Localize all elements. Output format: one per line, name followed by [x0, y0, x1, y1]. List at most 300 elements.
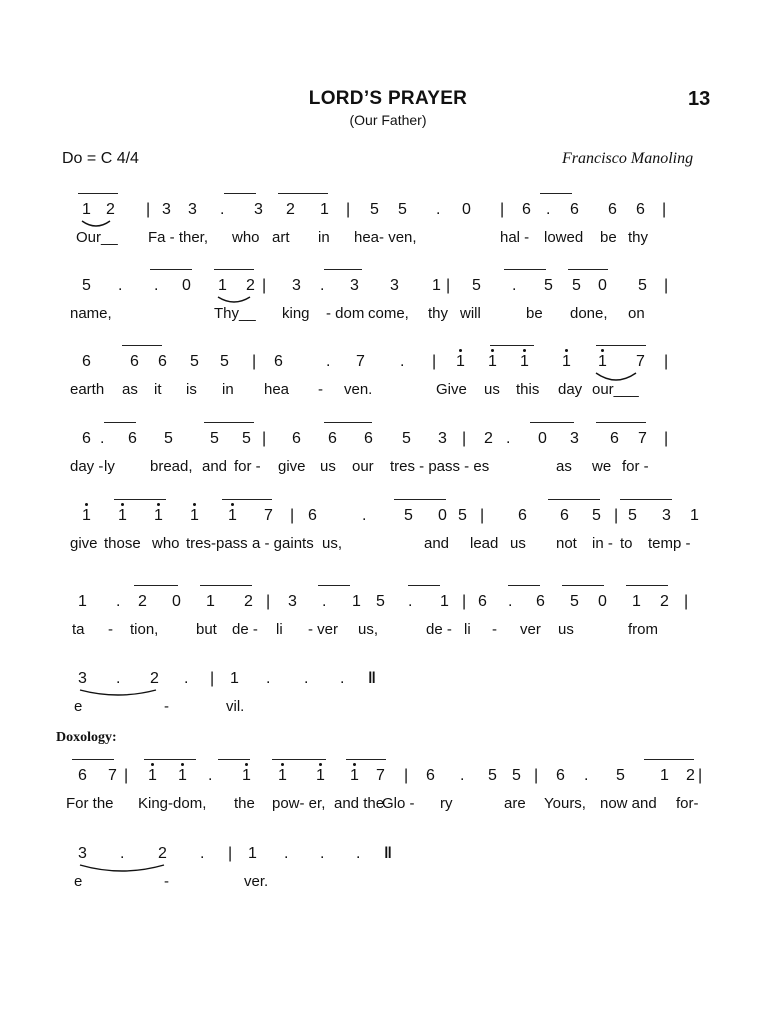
lyric-syllable: -	[164, 698, 169, 715]
note: 2	[686, 767, 695, 784]
note: .	[584, 767, 589, 784]
bar-line: |	[346, 201, 351, 218]
note: 6	[560, 507, 569, 524]
note: 1	[660, 767, 669, 784]
note: 1	[598, 353, 607, 370]
lyric-syllable: de -	[426, 621, 452, 638]
bar-line: |	[684, 593, 689, 610]
note: 3	[390, 277, 399, 294]
note: .	[320, 277, 325, 294]
note: 1	[456, 353, 465, 370]
lyric-syllable: our___	[592, 381, 639, 398]
note: 1	[632, 593, 641, 610]
note: 6	[570, 201, 579, 218]
octave-dot	[491, 349, 494, 352]
lyric-syllable: -	[492, 621, 497, 638]
bar-line: |	[534, 767, 539, 784]
note: 2	[138, 593, 147, 610]
lyric-syllable: this	[516, 381, 540, 398]
note: 1	[320, 201, 329, 218]
note: 7	[376, 767, 385, 784]
note: 0	[538, 430, 547, 447]
note: .	[118, 277, 123, 294]
slur-mark	[82, 221, 110, 226]
lyric-syllable: and	[424, 535, 450, 552]
lyric-syllable: Give	[436, 381, 467, 398]
composer-name: Francisco Manoling	[562, 150, 694, 167]
note: .	[184, 670, 189, 687]
lyric-syllable: ry	[440, 795, 453, 812]
note: 3	[350, 277, 359, 294]
octave-dot	[193, 503, 196, 506]
lyric-syllable: who	[152, 535, 180, 552]
note: 3	[162, 201, 171, 218]
note: 6	[536, 593, 545, 610]
note: 5	[190, 353, 199, 370]
note: 1	[218, 277, 227, 294]
beam-line	[144, 759, 196, 760]
lyric-syllable: name,	[70, 305, 112, 322]
lyric-syllable: as	[556, 458, 572, 475]
note: .	[220, 201, 225, 218]
bar-line: |	[664, 430, 669, 447]
lyric-syllable: hea- ven,	[354, 229, 417, 246]
beam-line	[530, 422, 574, 423]
key-signature: Do = C 4/4	[62, 150, 139, 167]
bar-line: |	[262, 277, 267, 294]
note: 5	[458, 507, 467, 524]
beam-line	[548, 499, 600, 500]
lyric-syllable: Fa - ther,	[148, 229, 209, 246]
lyric-syllable: ta	[72, 621, 85, 638]
lyric-syllable: Glo -	[382, 795, 415, 812]
octave-dot	[85, 503, 88, 506]
beam-line	[150, 269, 192, 270]
note: .	[100, 430, 105, 447]
lyric-syllable: Our__	[76, 229, 118, 246]
note: 5	[512, 767, 521, 784]
note: 0	[598, 593, 607, 610]
beam-line	[644, 759, 694, 760]
song-subtitle: (Our Father)	[349, 112, 427, 128]
lyric-syllable: the	[234, 795, 255, 812]
lyric-syllable: temp -	[648, 535, 691, 552]
lyric-syllable: King-dom,	[138, 795, 207, 812]
beam-line	[224, 193, 256, 194]
note: 3	[438, 430, 447, 447]
lyric-syllable: -	[108, 621, 113, 638]
lyric-syllable: day -	[70, 458, 104, 475]
lyric-syllable: e	[74, 873, 83, 890]
lyric-syllable: now and	[600, 795, 657, 812]
note: 7	[636, 353, 645, 370]
note: .	[154, 277, 159, 294]
lyric-syllable: thy	[628, 229, 649, 246]
note: 1	[520, 353, 529, 370]
bar-line: ‖	[384, 845, 392, 862]
note: 5	[242, 430, 251, 447]
bar-line: |	[262, 430, 267, 447]
note: 2	[244, 593, 253, 610]
note: 2	[158, 845, 167, 862]
note: 1	[230, 670, 239, 687]
lyric-syllable: give	[70, 535, 98, 552]
lyric-syllable: - ver	[308, 621, 338, 638]
note: .	[284, 845, 289, 862]
note: .	[362, 507, 367, 524]
lyric-syllable: for -	[622, 458, 649, 475]
octave-dot	[319, 763, 322, 766]
lyric-syllable: and	[202, 458, 228, 475]
octave-dot	[121, 503, 124, 506]
bar-line: |	[664, 277, 669, 294]
beam-line	[272, 759, 326, 760]
octave-dot	[157, 503, 160, 506]
lyric-syllable: art	[272, 229, 290, 246]
note: 1	[248, 845, 257, 862]
lyric-syllable: tres - pass - es	[390, 458, 490, 475]
lyric-syllable: us	[320, 458, 336, 475]
beam-line	[218, 759, 250, 760]
lyric-syllable: us	[558, 621, 574, 638]
note: 6	[292, 430, 301, 447]
note: .	[460, 767, 465, 784]
note: 5	[616, 767, 625, 784]
note: 6	[364, 430, 373, 447]
note: .	[208, 767, 213, 784]
octave-dot	[281, 763, 284, 766]
beam-line	[568, 269, 608, 270]
note: 5	[544, 277, 553, 294]
octave-dot	[181, 763, 184, 766]
note: .	[512, 277, 517, 294]
lyric-syllable: tres-pass	[186, 535, 248, 552]
page-number: 13	[688, 88, 711, 110]
note: 6	[608, 201, 617, 218]
note: .	[304, 670, 309, 687]
note: 6	[130, 353, 139, 370]
note: 1	[82, 507, 91, 524]
note: .	[340, 670, 345, 687]
beam-line	[72, 759, 114, 760]
note: 1	[206, 593, 215, 610]
note: 3	[288, 593, 297, 610]
note: 6	[610, 430, 619, 447]
note: 0	[598, 277, 607, 294]
note: .	[508, 593, 513, 610]
note: .	[320, 845, 325, 862]
octave-dot	[601, 349, 604, 352]
lyric-syllable: for -	[234, 458, 261, 475]
octave-dot	[151, 763, 154, 766]
note: 5	[402, 430, 411, 447]
note: .	[436, 201, 441, 218]
beam-line	[408, 585, 440, 586]
note: 2	[286, 201, 295, 218]
note: 5	[82, 277, 91, 294]
lyric-syllable: -	[318, 381, 323, 398]
note: 2	[246, 277, 255, 294]
bar-line: |	[252, 353, 257, 370]
note: 7	[108, 767, 117, 784]
lyric-syllable: in -	[592, 535, 613, 552]
note: 5	[628, 507, 637, 524]
beam-line	[278, 193, 328, 194]
lyric-syllable: we	[592, 458, 612, 475]
lyric-syllable: done,	[570, 305, 608, 322]
lyric-syllable: on	[628, 305, 645, 322]
lyric-syllable: pow- er,	[272, 795, 326, 812]
lyric-syllable: For the	[66, 795, 114, 812]
note: 5	[220, 353, 229, 370]
note: 2	[484, 430, 493, 447]
note: 6	[128, 430, 137, 447]
beam-line	[490, 345, 534, 346]
lyric-syllable: Yours,	[544, 795, 586, 812]
lyric-syllable: those	[104, 535, 141, 552]
note: 6	[478, 593, 487, 610]
note: 1	[440, 593, 449, 610]
lyric-syllable: is	[186, 381, 197, 398]
beam-line	[78, 193, 118, 194]
note: 6	[518, 507, 527, 524]
lyric-syllable: us	[484, 381, 500, 398]
note: 5	[210, 430, 219, 447]
note: 1	[178, 767, 187, 784]
lyric-syllable: Thy__	[214, 305, 256, 322]
beam-line	[114, 499, 166, 500]
note: 1	[82, 201, 91, 218]
lyric-syllable: day	[558, 381, 583, 398]
note: 3	[662, 507, 671, 524]
bar-line: |	[210, 670, 215, 687]
slur-mark	[218, 297, 250, 302]
beam-line	[324, 422, 372, 423]
lyric-syllable: it	[154, 381, 162, 398]
beam-line	[504, 269, 546, 270]
note: 3	[78, 845, 87, 862]
lyric-syllable: bread,	[150, 458, 193, 475]
note: 5	[570, 593, 579, 610]
note: .	[322, 593, 327, 610]
lyric-syllable: are	[504, 795, 526, 812]
beam-line	[134, 585, 178, 586]
note: .	[356, 845, 361, 862]
lyric-syllable: ven.	[344, 381, 373, 398]
lyric-syllable: li	[276, 621, 283, 638]
beam-line	[540, 193, 572, 194]
note: 5	[472, 277, 481, 294]
bar-line: |	[614, 507, 619, 524]
beam-line	[596, 345, 646, 346]
note: 1	[488, 353, 497, 370]
lyric-syllable: not	[556, 535, 577, 552]
lyric-syllable: lead	[470, 535, 499, 552]
lyric-syllable: for-	[676, 795, 699, 812]
octave-dot	[523, 349, 526, 352]
slur-mark	[596, 373, 636, 380]
note: 6	[158, 353, 167, 370]
song-title: LORD’S PRAYER	[308, 88, 468, 109]
note: 3	[292, 277, 301, 294]
note: .	[116, 593, 121, 610]
bar-line: |	[462, 593, 467, 610]
note: 1	[562, 353, 571, 370]
lyric-syllable: to	[620, 535, 633, 552]
lyric-syllable: a - gaints	[252, 535, 314, 552]
note: 6	[82, 430, 91, 447]
lyric-syllable: - dom	[326, 305, 365, 322]
note: 6	[556, 767, 565, 784]
lyric-syllable: li	[464, 621, 471, 638]
lyric-syllable: and the	[334, 795, 385, 812]
beam-line	[626, 585, 668, 586]
beam-line	[508, 585, 540, 586]
note: 1	[278, 767, 287, 784]
note: .	[546, 201, 551, 218]
note: 5	[164, 430, 173, 447]
slur-mark	[80, 865, 164, 871]
note: 0	[182, 277, 191, 294]
lyric-syllable: but	[196, 621, 217, 638]
note: 6	[274, 353, 283, 370]
bar-line: |	[662, 201, 667, 218]
lyric-syllable: be	[600, 229, 617, 246]
note: .	[326, 353, 331, 370]
lyric-syllable: give	[278, 458, 306, 475]
bar-line: |	[266, 593, 271, 610]
beam-line	[222, 499, 272, 500]
beam-line	[104, 422, 136, 423]
bar-line: |	[146, 201, 151, 218]
lyric-syllable: as	[122, 381, 138, 398]
note: 6	[426, 767, 435, 784]
beam-line	[214, 269, 254, 270]
note: 1	[432, 277, 441, 294]
bar-line: |	[404, 767, 409, 784]
note: 2	[150, 670, 159, 687]
slur-mark	[80, 690, 156, 695]
note: 2	[660, 593, 669, 610]
note: 5	[638, 277, 647, 294]
beam-line	[324, 269, 362, 270]
lyric-syllable: in	[222, 381, 234, 398]
note: 5	[398, 201, 407, 218]
lyric-syllable: who	[232, 229, 260, 246]
lyric-syllable: thy	[428, 305, 449, 322]
note: 0	[172, 593, 181, 610]
note: 3	[78, 670, 87, 687]
lyric-syllable: e	[74, 698, 83, 715]
lyric-syllable: hea	[264, 381, 290, 398]
note: 2	[106, 201, 115, 218]
note: 5	[370, 201, 379, 218]
note: 7	[638, 430, 647, 447]
note: 6	[78, 767, 87, 784]
note: 0	[462, 201, 471, 218]
note: .	[116, 670, 121, 687]
beam-line	[200, 585, 252, 586]
note: 1	[228, 507, 237, 524]
bar-line: |	[480, 507, 485, 524]
note: 5	[404, 507, 413, 524]
lyric-syllable: come,	[368, 305, 409, 322]
lyric-syllable: us,	[322, 535, 343, 552]
lyric-syllable: lowed	[544, 229, 584, 246]
lyric-syllable: in	[318, 229, 330, 246]
bar-line: |	[124, 767, 129, 784]
note: 0	[438, 507, 447, 524]
note: 1	[148, 767, 157, 784]
bar-line: |	[446, 277, 451, 294]
note: 7	[264, 507, 273, 524]
note: 6	[82, 353, 91, 370]
note: 1	[154, 507, 163, 524]
note: .	[400, 353, 405, 370]
lyric-syllable: ver	[520, 621, 541, 638]
lyric-syllable: will	[460, 305, 481, 322]
beam-line	[562, 585, 604, 586]
beam-line	[596, 422, 646, 423]
note: 5	[488, 767, 497, 784]
lyric-syllable: vil.	[226, 698, 245, 715]
lyric-syllable: us,	[358, 621, 379, 638]
beam-line	[394, 499, 446, 500]
lyric-syllable: from	[628, 621, 658, 638]
note: .	[506, 430, 511, 447]
note: 6	[522, 201, 531, 218]
note: .	[266, 670, 271, 687]
note: 6	[308, 507, 317, 524]
note: 6	[328, 430, 337, 447]
lyric-syllable: ver.	[244, 873, 269, 890]
bar-line: ‖	[368, 670, 376, 687]
note: 5	[376, 593, 385, 610]
note: 6	[636, 201, 645, 218]
note: 1	[352, 593, 361, 610]
note: 7	[356, 353, 365, 370]
bar-line: |	[290, 507, 295, 524]
bar-line: |	[432, 353, 437, 370]
lyric-syllable: hal -	[500, 229, 530, 246]
lyric-syllable: us	[510, 535, 526, 552]
lyric-syllable: be	[526, 305, 543, 322]
lyric-syllable: de -	[232, 621, 258, 638]
note: 1	[190, 507, 199, 524]
octave-dot	[459, 349, 462, 352]
bar-line: |	[462, 430, 467, 447]
note: 3	[188, 201, 197, 218]
note: 3	[254, 201, 263, 218]
note: .	[408, 593, 413, 610]
octave-dot	[245, 763, 248, 766]
note: 5	[572, 277, 581, 294]
beam-line	[318, 585, 350, 586]
lyric-syllable: earth	[70, 381, 105, 398]
note: 1	[316, 767, 325, 784]
beam-line	[122, 345, 162, 346]
note: .	[200, 845, 205, 862]
octave-dot	[231, 503, 234, 506]
beam-line	[346, 759, 386, 760]
note: .	[120, 845, 125, 862]
note: 1	[350, 767, 359, 784]
note: 5	[592, 507, 601, 524]
lyric-syllable: -	[164, 873, 169, 890]
bar-line: |	[698, 767, 703, 784]
octave-dot	[353, 763, 356, 766]
lyric-syllable: king	[282, 305, 310, 322]
